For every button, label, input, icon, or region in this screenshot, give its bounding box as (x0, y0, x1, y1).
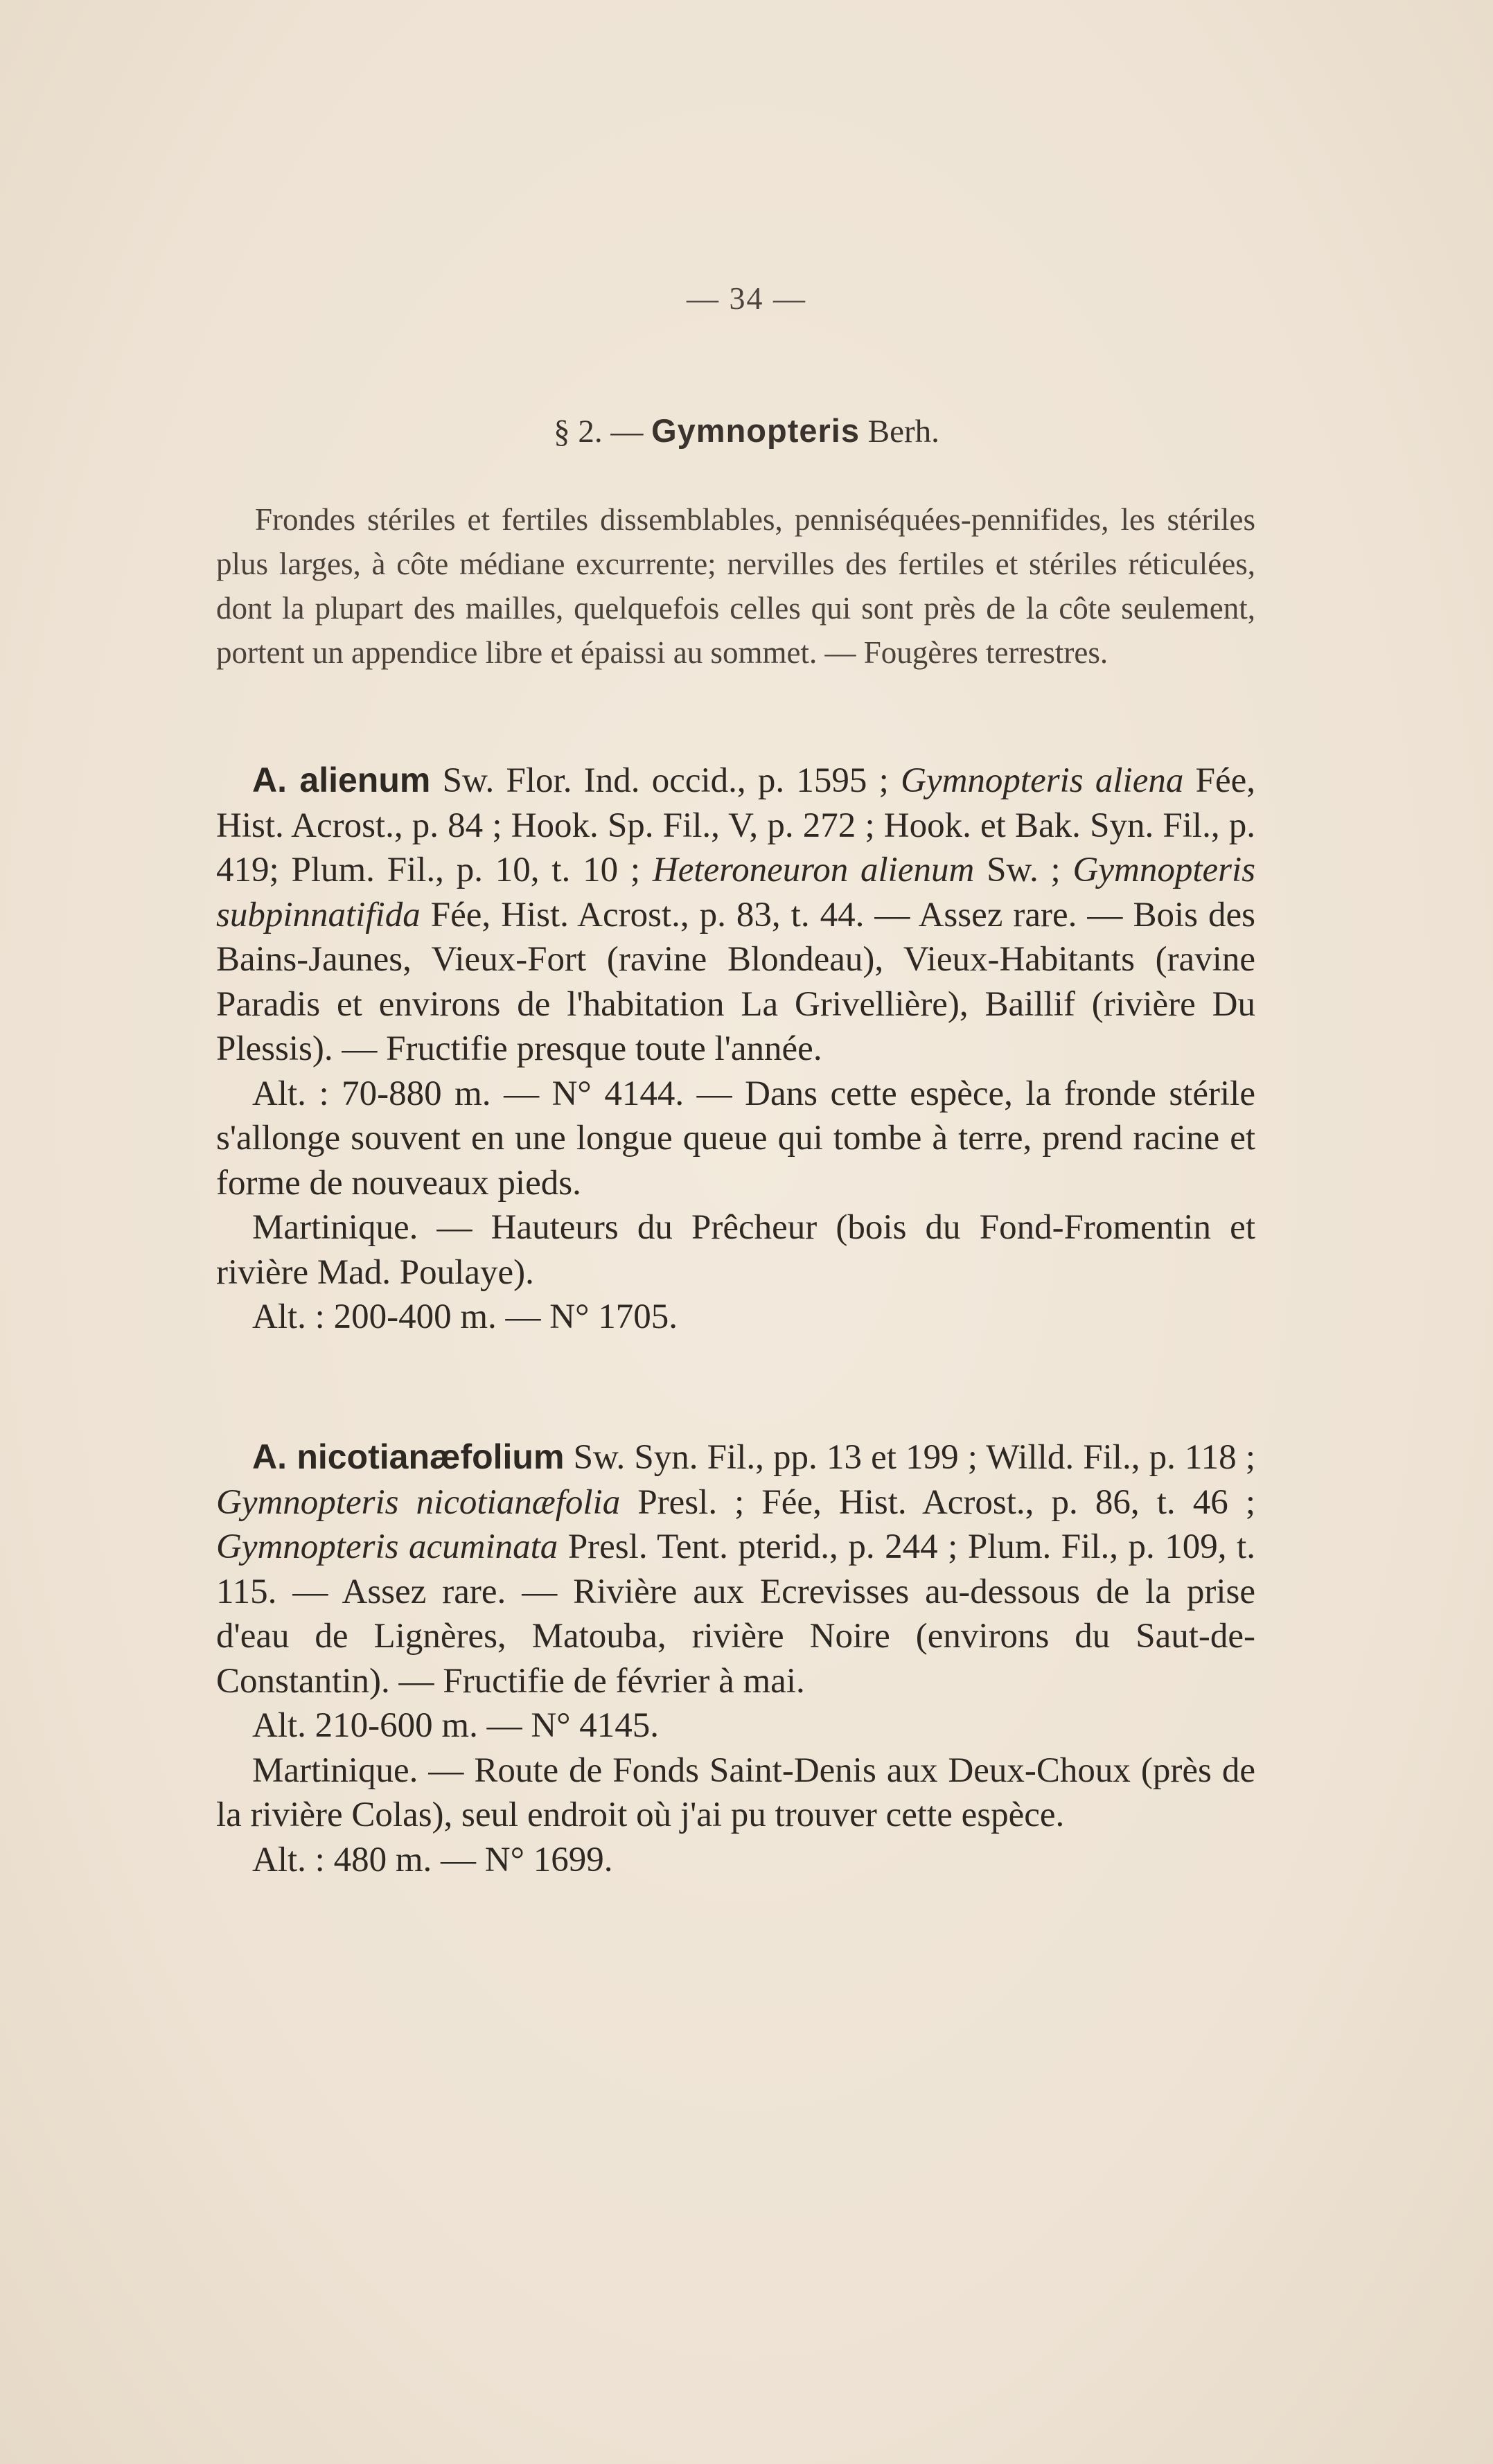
species-paragraph (216, 758, 1255, 1072)
section-author: Berh. (867, 414, 939, 450)
synonym: Gymnopteris nicotianæfolia (216, 1482, 621, 1522)
altitude-note: Alt. 210-600 m. — N° 4145. (252, 1706, 660, 1745)
citation-text: Fée, Hist. Acrost., p. 84 ; Hook. Sp. Fil., V, p. 272 ; Hook. et Bak. Syn. Fil., p. 419; Plum. Fil., p. 10, t. 10 ; (216, 761, 1255, 889)
species-entry-alienum (216, 758, 1255, 1340)
page-number: — 34 — (687, 281, 806, 316)
citation-text: Presl. Tent. pterid., p. 244 ; Plum. Fil., p. 109, t. 115. — Assez rare. — Rivière aux Ecrevisses au-dessous de la prise d'eau de Lignères, Matouba, rivière Noire (environs du Saut-de-Constantin). — Fructifie de février à mai. (216, 1527, 1255, 1701)
synonym: Gymnopteris acuminata (216, 1527, 558, 1566)
locality-martinique: Martinique. — Route de Fonds Saint-Denis aux Deux-Choux (près de la rivière Colas), seul endroit où j'ai pu trouver cette espèce. (216, 1750, 1255, 1834)
synonym: Heteroneuron alienum (652, 851, 975, 889)
synonym: Gymnopteris subpinnatifida (216, 851, 1256, 934)
species-name: A. alienum (252, 761, 431, 799)
section-genus: Gymnopteris (651, 412, 860, 449)
altitude-note: Alt. : 480 m. — N° 1699. (252, 1840, 613, 1879)
section-heading (0, 411, 1493, 450)
citation-text: Fée, Hist. Acrost., p. 83, t. 44. — Assez rare. — Bois des Bains-Jaunes, Vieux-Fort (ravine Blondeau), Vieux-Habitants (ravine Paradis et environs de l'habitation La Grivellière), Baillif (rivière Du Plessis). — Fructifie presque toute l'année. (216, 895, 1255, 1068)
species-entry-nicotianaefolium (216, 1435, 1255, 1882)
altitude-note: Alt. : 70-880 m. — N° 4144. — Dans cette espèce, la fronde stérile s'allonge souvent en une longue queue qui tombe à terre, prend racine et forme de nouveaux pieds. (216, 1074, 1255, 1203)
synonym: Gymnopteris aliena (901, 761, 1184, 800)
species-paragraph (216, 1435, 1255, 1703)
section-marker: § 2. — (554, 414, 644, 450)
locality-martinique: Martinique. — Hauteurs du Prêcheur (bois du Fond-Fromentin et rivière Mad. Poulaye). (216, 1208, 1255, 1292)
citation-text: Sw. ; (974, 851, 1073, 889)
species-name: A. nicotianæfolium (252, 1437, 565, 1476)
genus-description: Frondes stériles et fertiles dissemblables, penniséquées-pennifides, les stériles plus larges, à côte médiane excurrente; nervilles des fertiles et stériles réticulées, dont la plupart des mailles, quelquefois celles qui sont près de la côte seulement, portent un appendice libre et épaissi au sommet. — Fougères terrestres. (216, 502, 1255, 670)
citation-text: Presl. ; Fée, Hist. Acrost., p. 86, t. 46 ; (620, 1482, 1255, 1522)
altitude-note: Alt. : 200-400 m. — N° 1705. (252, 1297, 678, 1336)
citation-text: Sw. Syn. Fil., pp. 13 et 199 ; Willd. Fil., p. 118 ; (564, 1438, 1255, 1477)
citation-text: Sw. Flor. Ind. occid., p. 1595 ; (430, 761, 901, 800)
